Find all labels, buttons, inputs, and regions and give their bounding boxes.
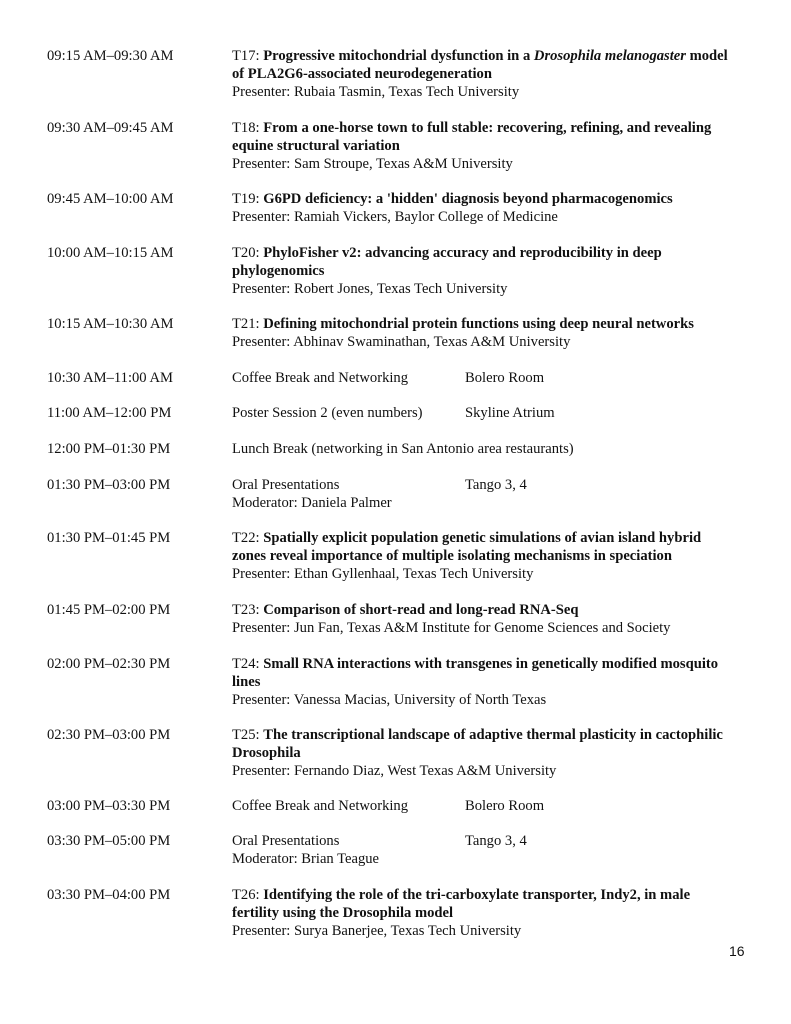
talk-time: 03:30 PM–04:00 PM	[47, 887, 171, 903]
talk-presenter: Presenter: Surya Banerjee, Texas Tech University	[232, 923, 522, 939]
talk-code: T20:	[232, 245, 264, 261]
talk-title-line: of PLA2G6-associated neurodegeneration	[232, 66, 492, 82]
talk-title-part: The transcriptional landscape of adaptive thermal plasticity in cactophilic	[263, 727, 723, 743]
talk-title-part: Progressive mitochondrial dysfunction in a	[263, 48, 534, 64]
event-moderator: Moderator: Brian Teague	[232, 851, 380, 867]
talk-title	[232, 726, 777, 744]
talk-code: T18:	[232, 120, 264, 136]
event-venue: Skyline Atrium	[465, 405, 555, 421]
talk-title	[232, 886, 777, 904]
event-label: Oral Presentations	[232, 477, 340, 493]
talk-title-line: fertility using the Drosophila model	[232, 905, 454, 921]
event-time: 10:30 AM–11:00 AM	[47, 370, 173, 386]
talk-presenter: Presenter: Rubaia Tasmin, Texas Tech University	[232, 84, 520, 100]
talk-time: 01:30 PM–01:45 PM	[47, 530, 171, 546]
event-time: 03:30 PM–05:00 PM	[47, 833, 171, 849]
talk-title	[232, 47, 777, 65]
event-venue: Tango 3, 4	[465, 477, 527, 493]
event-time: 03:00 PM–03:30 PM	[47, 798, 171, 814]
talk-presenter: Presenter: Sam Stroupe, Texas A&M University	[232, 156, 513, 172]
talk-presenter: Presenter: Robert Jones, Texas Tech University	[232, 281, 508, 297]
talk-time: 09:30 AM–09:45 AM	[47, 120, 174, 136]
talk-title	[232, 119, 777, 137]
talk-code: T25:	[232, 727, 264, 743]
talk-presenter: Presenter: Ramiah Vickers, Baylor College of Medicine	[232, 209, 558, 225]
talk-title	[232, 190, 777, 208]
event-label: Coffee Break and Networking	[232, 798, 409, 814]
event-label: Lunch Break (networking in San Antonio area restaurants)	[232, 441, 574, 457]
talk-time: 01:45 PM–02:00 PM	[47, 602, 171, 618]
talk-title-part: Small RNA interactions with transgenes in genetically modified mosquito	[263, 656, 719, 672]
talk-title-line: Drosophila	[232, 745, 301, 761]
event-time: 11:00 AM–12:00 PM	[47, 405, 172, 421]
talk-time: 09:15 AM–09:30 AM	[47, 48, 174, 64]
event-venue: Bolero Room	[465, 370, 545, 386]
talk-time: 09:45 AM–10:00 AM	[47, 191, 174, 207]
talk-presenter: Presenter: Fernando Diaz, West Texas A&M University	[232, 763, 557, 779]
event-label: Oral Presentations	[232, 833, 340, 849]
talk-title-part: Identifying the role of the tri-carboxylate transporter, Indy2, in male	[263, 887, 691, 903]
talk-title-part: Comparison of short-read and long-read RNA-Seq	[263, 602, 579, 618]
event-label: Coffee Break and Networking	[232, 370, 409, 386]
talk-code: T24:	[232, 656, 264, 672]
page-number: 16	[729, 943, 745, 959]
event-moderator: Moderator: Daniela Palmer	[232, 495, 392, 511]
event-time: 01:30 PM–03:00 PM	[47, 477, 171, 493]
talk-title-part: G6PD deficiency: a 'hidden' diagnosis beyond pharmacogenomics	[263, 191, 673, 207]
talk-presenter: Presenter: Vanessa Macias, University of North Texas	[232, 692, 547, 708]
talk-code: T17:	[232, 48, 264, 64]
talk-title	[232, 315, 777, 333]
talk-time: 02:30 PM–03:00 PM	[47, 727, 171, 743]
talk-title-part: Defining mitochondrial protein functions using deep neural networks	[263, 316, 694, 332]
talk-title-italic: Drosophila melanogaster	[533, 48, 686, 64]
talk-title	[232, 655, 777, 673]
talk-code: T19:	[232, 191, 264, 207]
talk-time: 02:00 PM–02:30 PM	[47, 656, 171, 672]
talk-presenter: Presenter: Ethan Gyllenhaal, Texas Tech University	[232, 566, 534, 582]
talk-title	[232, 244, 777, 262]
talk-title	[232, 601, 777, 619]
talk-title-line: equine structural variation	[232, 138, 400, 154]
talk-code: T23:	[232, 602, 264, 618]
talk-code: T21:	[232, 316, 264, 332]
event-time: 12:00 PM–01:30 PM	[47, 441, 171, 457]
talk-code: T22:	[232, 530, 264, 546]
talk-title-part: From a one-horse town to full stable: recovering, refining, and revealing	[263, 120, 712, 136]
talk-presenter: Presenter: Jun Fan, Texas A&M Institute for Genome Sciences and Society	[232, 620, 671, 636]
talk-title	[232, 529, 777, 547]
talk-time: 10:15 AM–10:30 AM	[47, 316, 174, 332]
talk-title-line: phylogenomics	[232, 263, 325, 279]
talk-time: 10:00 AM–10:15 AM	[47, 245, 174, 261]
event-venue: Bolero Room	[465, 798, 545, 814]
talk-title-part: model	[685, 48, 728, 64]
talk-title-line: zones reveal importance of multiple isolating mechanisms in speciation	[232, 548, 672, 564]
event-label: Poster Session 2 (even numbers)	[232, 405, 423, 421]
talk-code: T26:	[232, 887, 264, 903]
talk-title-part: PhyloFisher v2: advancing accuracy and reproducibility in deep	[263, 245, 662, 261]
event-venue: Tango 3, 4	[465, 833, 527, 849]
talk-presenter: Presenter: Abhinav Swaminathan, Texas A&M University	[232, 334, 571, 350]
talk-title-part: Spatially explicit population genetic simulations of avian island hybrid	[263, 530, 702, 546]
talk-title-line: lines	[232, 674, 261, 690]
